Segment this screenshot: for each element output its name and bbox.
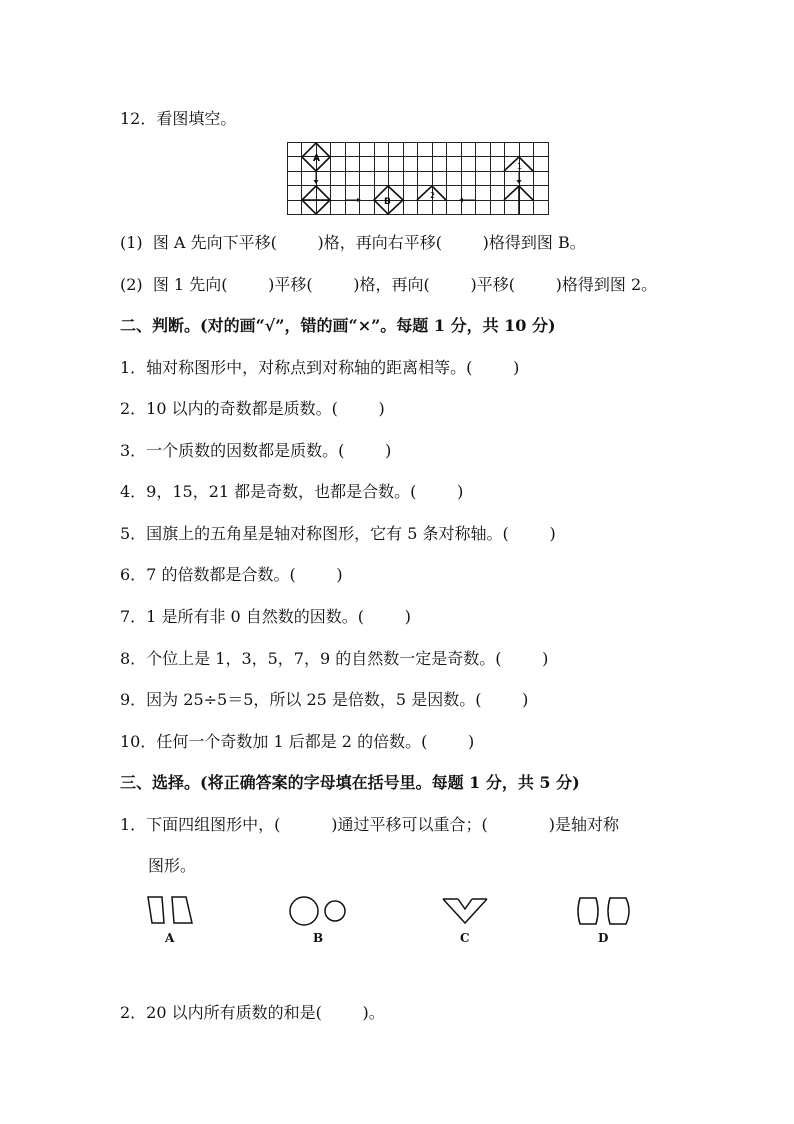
option-a-figure — [146, 895, 196, 927]
judge-item: 2．10 以内的奇数都是质数。( ) — [120, 399, 385, 418]
option-d-figure — [574, 895, 634, 927]
judge-item: 9．因为 25÷5＝5，所以 25 是倍数，5 是因数。( ) — [120, 690, 529, 709]
judge-item: 5．国旗上的五角星是轴对称图形，它有 5 条对称轴。( ) — [120, 524, 556, 543]
arrow-down-a-head — [314, 180, 319, 184]
option-b-label: B — [313, 931, 324, 945]
figure-2-label: 2 — [430, 191, 436, 200]
option-a-label: A — [165, 931, 175, 945]
judge-item: 4．9，15，21 都是奇数，也都是合数。( ) — [120, 482, 464, 501]
option-d-label: D — [598, 931, 609, 945]
section3-title: 三、选择。(将正确答案的字母填在括号里。每题 1 分，共 5 分) — [120, 773, 580, 792]
judge-item: 7．1 是所有非 0 自然数的因数。( ) — [120, 607, 411, 626]
option-c-figure — [441, 895, 491, 927]
figure-a-label: A — [313, 154, 320, 164]
section2-title: 二、判断。(对的画“√”，错的画“×”。每题 1 分，共 10 分) — [120, 316, 556, 335]
judge-item: 6．7 的倍数都是合数。( ) — [120, 565, 343, 584]
translation-grid-figure — [287, 142, 551, 216]
figure-1-label: 1 — [517, 162, 523, 171]
judge-item: 10．任何一个奇数加 1 后都是 2 的倍数。( ) — [120, 732, 475, 751]
judge-item: 8．个位上是 1，3，5，7，9 的自然数一定是奇数。( ) — [120, 649, 549, 668]
choice-q1-line2: 图形。 — [148, 856, 197, 875]
judge-item: 3．一个质数的因数都是质数。( ) — [120, 441, 392, 460]
option-b-figure — [287, 895, 351, 927]
choice-q1-line1: 1．下面四组图形中，( )通过平移可以重合；( )是轴对称 — [120, 815, 620, 834]
figure-b-label: B — [384, 197, 391, 207]
q12-title: 12．看图填空。 — [120, 109, 237, 128]
choice-q2: 2．20 以内所有质数的和是( )。 — [120, 1003, 385, 1022]
q12-sub1: (1) 图 A 先向下平移( )格，再向右平移( )格得到图 B。 — [120, 233, 586, 252]
q12-sub2: (2) 图 1 先向( )平移( )格，再向( )平移( )格得到图 2。 — [120, 275, 658, 294]
judge-item: 1．轴对称图形中，对称点到对称轴的距离相等。( ) — [120, 358, 520, 377]
arrow-down-1-head — [517, 180, 522, 184]
option-c-label: C — [460, 931, 470, 945]
